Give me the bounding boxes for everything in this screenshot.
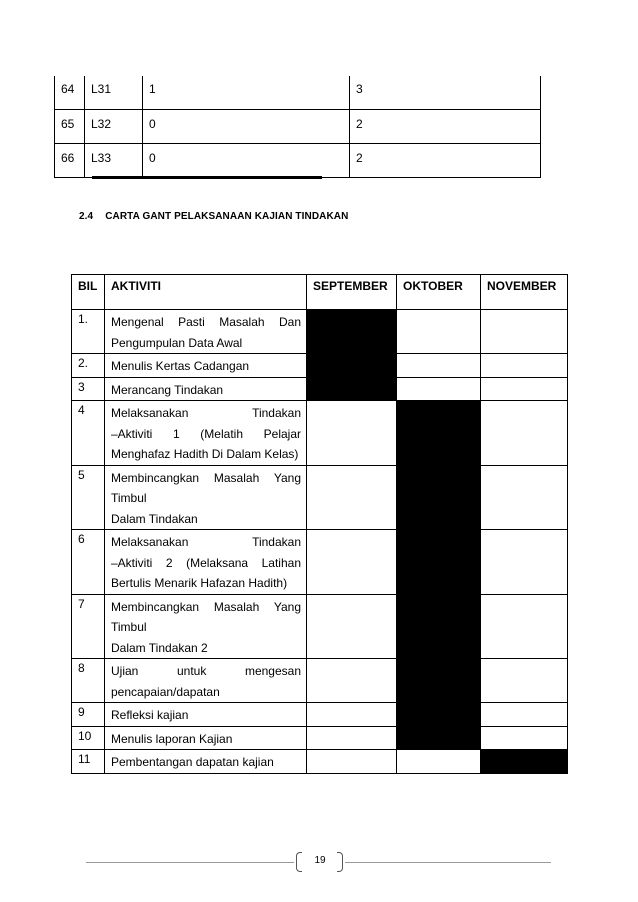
gantt-header-row: [72, 275, 568, 310]
activity-text-line: Melaksanakan Tindakan: [111, 535, 301, 549]
activity-text-line: pencapaian/dapatan: [111, 684, 220, 699]
gantt-row: [72, 530, 568, 595]
section-heading: [79, 211, 348, 222]
oktober-cell: [397, 726, 481, 750]
table-underline: [92, 176, 322, 179]
september-cell: [307, 377, 397, 401]
activity-number: 6: [72, 530, 105, 595]
september-cell: [307, 401, 397, 466]
activity-number: 11: [72, 750, 105, 774]
september-cell: [307, 659, 397, 703]
header-aktiviti: AKTIVITI: [105, 275, 307, 310]
header-november: NOVEMBER: [481, 275, 568, 310]
activity-text-line: –Aktiviti 1 (Melatih Pelajar: [111, 426, 301, 441]
november-cell: [481, 750, 568, 774]
gantt-row: [72, 377, 568, 401]
gantt-row: [72, 726, 568, 750]
section-number: 2.4: [79, 211, 94, 222]
gantt-row: [72, 703, 568, 727]
gantt-row: [72, 594, 568, 659]
november-cell: [481, 465, 568, 530]
oktober-cell: [397, 465, 481, 530]
activity-text-line: Refleksi kajian: [111, 708, 189, 722]
activity-text-line: Menulis laporan Kajian: [111, 731, 233, 746]
activity-cell: [105, 465, 307, 530]
row-number: 65: [55, 110, 85, 144]
activity-text-line: Pembentangan dapatan kajian: [111, 755, 274, 769]
oktober-cell: [397, 377, 481, 401]
header-september: SEPTEMBER: [307, 275, 397, 310]
oktober-cell: [397, 354, 481, 378]
activity-text-line: Ujian untuk mengesan: [111, 664, 301, 678]
september-cell: [307, 310, 397, 354]
november-cell: [481, 703, 568, 727]
activity-text-line: Dalam Tindakan 2: [111, 640, 208, 655]
activity-text-line: Merancang Tindakan: [111, 382, 224, 397]
activity-number: 9: [72, 703, 105, 727]
november-cell: [481, 310, 568, 354]
november-cell: [481, 726, 568, 750]
november-cell: [481, 354, 568, 378]
activity-number: 2.: [72, 354, 105, 378]
activity-number: 10: [72, 726, 105, 750]
row-value-b: 2: [350, 144, 541, 178]
activity-text-line: Menghafaz Hadith Di Dalam Kelas): [111, 447, 299, 461]
activity-cell: [105, 530, 307, 595]
activity-cell: [105, 750, 307, 774]
footer-rule-left: [86, 862, 294, 863]
score-table: [54, 76, 541, 178]
activity-number: 8: [72, 659, 105, 703]
row-number: 66: [55, 144, 85, 178]
september-cell: [307, 465, 397, 530]
table-row: [55, 110, 541, 144]
row-code: L33: [85, 144, 143, 178]
row-value-a: 0: [143, 144, 350, 178]
header-oktober: OKTOBER: [397, 275, 481, 310]
page-number: 19: [314, 855, 326, 866]
activity-text-line: Membincangkan Masalah Yang: [111, 599, 301, 614]
november-cell: [481, 377, 568, 401]
oktober-cell: [397, 594, 481, 659]
table-row: [55, 76, 541, 110]
row-code: L31: [85, 76, 143, 110]
oktober-cell: [397, 703, 481, 727]
row-code: L32: [85, 110, 143, 144]
footer-bracket-right: [337, 852, 343, 872]
activity-cell: [105, 659, 307, 703]
activity-text-line: Membincangkan Masalah Yang: [111, 470, 301, 485]
november-cell: [481, 401, 568, 466]
activity-cell: [105, 703, 307, 727]
activity-cell: [105, 594, 307, 659]
activity-text-line: Melaksanakan Tindakan: [111, 406, 301, 420]
oktober-cell: [397, 659, 481, 703]
gantt-row: [72, 310, 568, 354]
oktober-cell: [397, 530, 481, 595]
section-title: CARTA GANT PELAKSANAAN KAJIAN TINDAKAN: [105, 211, 349, 222]
activity-text-line: Mengenal Pasti Masalah Dan: [111, 315, 301, 329]
gantt-row: [72, 354, 568, 378]
row-value-a: 0: [143, 110, 350, 144]
footer-bracket-left: [296, 852, 302, 872]
oktober-cell: [397, 401, 481, 466]
footer-rule-right: [345, 862, 551, 863]
gantt-chart-table: [71, 274, 568, 774]
header-bil: BIL: [72, 275, 105, 310]
activity-cell: [105, 377, 307, 401]
gantt-row: [72, 401, 568, 466]
table-row: [55, 144, 541, 178]
activity-text-line: Timbul: [111, 491, 147, 505]
activity-cell: [105, 401, 307, 466]
row-number: 64: [55, 76, 85, 110]
activity-cell: [105, 310, 307, 354]
november-cell: [481, 530, 568, 595]
activity-text-line: Dalam Tindakan: [111, 511, 198, 526]
activity-cell: [105, 726, 307, 750]
gantt-row: [72, 465, 568, 530]
september-cell: [307, 750, 397, 774]
september-cell: [307, 354, 397, 378]
oktober-cell: [397, 750, 481, 774]
row-value-a: 1: [143, 76, 350, 110]
september-cell: [307, 703, 397, 727]
activity-number: 4: [72, 401, 105, 466]
november-cell: [481, 659, 568, 703]
activity-text-line: Pengumpulan Data Awal: [111, 335, 243, 350]
september-cell: [307, 594, 397, 659]
activity-number: 5: [72, 465, 105, 530]
activity-text-line: Bertulis Menarik Hafazan Hadith): [111, 576, 288, 590]
activity-number: 1.: [72, 310, 105, 354]
activity-text-line: –Aktiviti 2 (Melaksana Latihan: [111, 555, 301, 570]
row-value-b: 2: [350, 110, 541, 144]
oktober-cell: [397, 310, 481, 354]
gantt-row: [72, 659, 568, 703]
activity-cell: [105, 354, 307, 378]
row-value-b: 3: [350, 76, 541, 110]
november-cell: [481, 594, 568, 659]
activity-number: 3: [72, 377, 105, 401]
gantt-row: [72, 750, 568, 774]
september-cell: [307, 530, 397, 595]
activity-text-line: Timbul: [111, 620, 147, 634]
activity-text-line: Menulis Kertas Cadangan: [111, 359, 250, 373]
activity-number: 7: [72, 594, 105, 659]
september-cell: [307, 726, 397, 750]
